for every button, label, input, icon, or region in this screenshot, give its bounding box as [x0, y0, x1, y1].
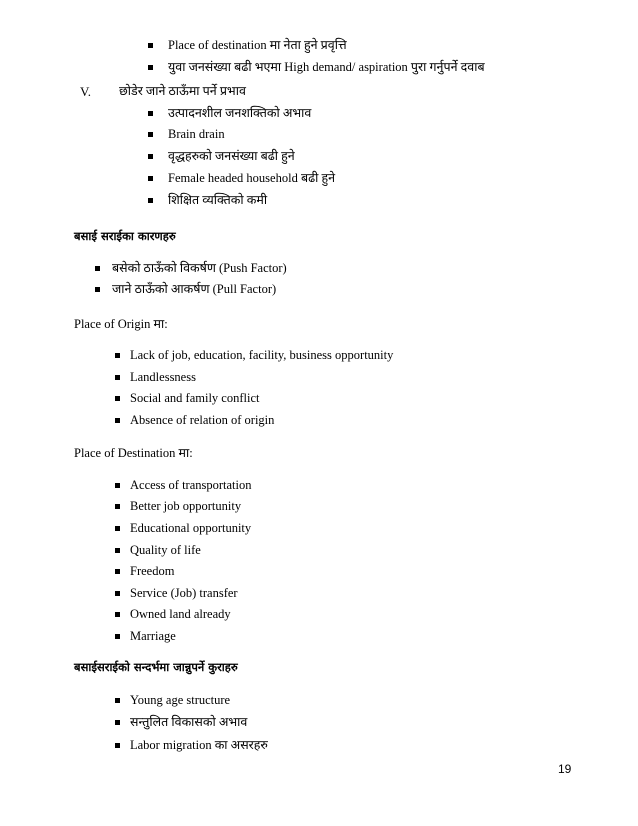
- destination-item-7: Owned land already: [130, 607, 231, 621]
- bullet-marker: [115, 353, 120, 358]
- section-numeral: V.: [80, 84, 91, 99]
- bullet-marker: [115, 634, 120, 639]
- pull-factor: जाने ठाऊँको आकर्षण (Pull Factor): [112, 282, 277, 296]
- destination-item-8: Marriage: [130, 629, 176, 643]
- origin-item-3: Social and family conflict: [130, 391, 260, 405]
- impact-item-4: Female headed household बढी हुने: [168, 171, 336, 185]
- origin-item-1: Lack of job, education, facility, business opportunity: [130, 348, 394, 362]
- bullet-marker: [148, 198, 153, 203]
- top-bullet-2: युवा जनसंख्या बढी भएमा High demand/ aspiration पुरा गर्नुपर्ने दवाब: [168, 60, 485, 74]
- destination-item-6: Service (Job) transfer: [130, 586, 238, 600]
- bullet-marker: [148, 154, 153, 159]
- bullet-marker: [148, 111, 153, 116]
- context-item-2: सन्तुलित विकासको अभाव: [130, 715, 248, 729]
- page-number: 19: [558, 762, 572, 776]
- impact-item-1: उत्पादनशील जनशक्तिको अभाव: [168, 106, 312, 120]
- destination-item-5: Freedom: [130, 564, 175, 578]
- bullet-marker: [115, 418, 120, 423]
- push-factor: बसेको ठाऊँको विकर्षण (Push Factor): [112, 261, 287, 275]
- bullet-marker: [115, 483, 120, 488]
- section-title: छोडेर जाने ठाऊँमा पर्ने प्रभाव: [119, 84, 246, 98]
- heading-context: बसाईसराईको सन्दर्भमा जान्नुपर्ने कुराहरु: [74, 660, 238, 674]
- bullet-marker: [115, 504, 120, 509]
- origin-item-2: Landlessness: [130, 370, 196, 384]
- origin-item-4: Absence of relation of origin: [130, 413, 275, 427]
- bullet-marker: [115, 698, 120, 703]
- bullet-marker: [115, 526, 120, 531]
- origin-label: Place of Origin मा:: [74, 317, 168, 331]
- heading-causes: बसाई सराईका कारणहरु: [74, 229, 176, 243]
- bullet-marker: [115, 548, 120, 553]
- bullet-marker: [148, 132, 153, 137]
- bullet-marker: [115, 743, 120, 748]
- bullet-marker: [95, 266, 100, 271]
- bullet-marker: [115, 720, 120, 725]
- top-bullet-1: Place of destination मा नेता हुने प्रवृत्ति: [168, 38, 347, 52]
- context-item-3: Labor migration का असरहरु: [130, 738, 268, 752]
- destination-item-2: Better job opportunity: [130, 499, 242, 513]
- bullet-marker: [148, 65, 153, 70]
- context-item-1: Young age structure: [130, 693, 231, 707]
- bullet-marker: [148, 176, 153, 181]
- impact-item-5: शिक्षित व्यक्तिको कमी: [168, 193, 268, 207]
- bullet-marker: [95, 287, 100, 292]
- bullet-marker: [115, 591, 120, 596]
- bullet-marker: [115, 375, 120, 380]
- destination-label: Place of Destination मा:: [74, 446, 193, 460]
- bullet-marker: [115, 569, 120, 574]
- bullet-marker: [115, 396, 120, 401]
- impact-item-3: वृद्धहरुको जनसंख्या बढी हुने: [168, 149, 295, 163]
- bullet-marker: [115, 612, 120, 617]
- destination-item-4: Quality of life: [130, 543, 201, 557]
- bullet-marker: [148, 43, 153, 48]
- destination-item-1: Access of transportation: [130, 478, 252, 492]
- impact-item-2: Brain drain: [168, 127, 225, 141]
- destination-item-3: Educational opportunity: [130, 521, 252, 535]
